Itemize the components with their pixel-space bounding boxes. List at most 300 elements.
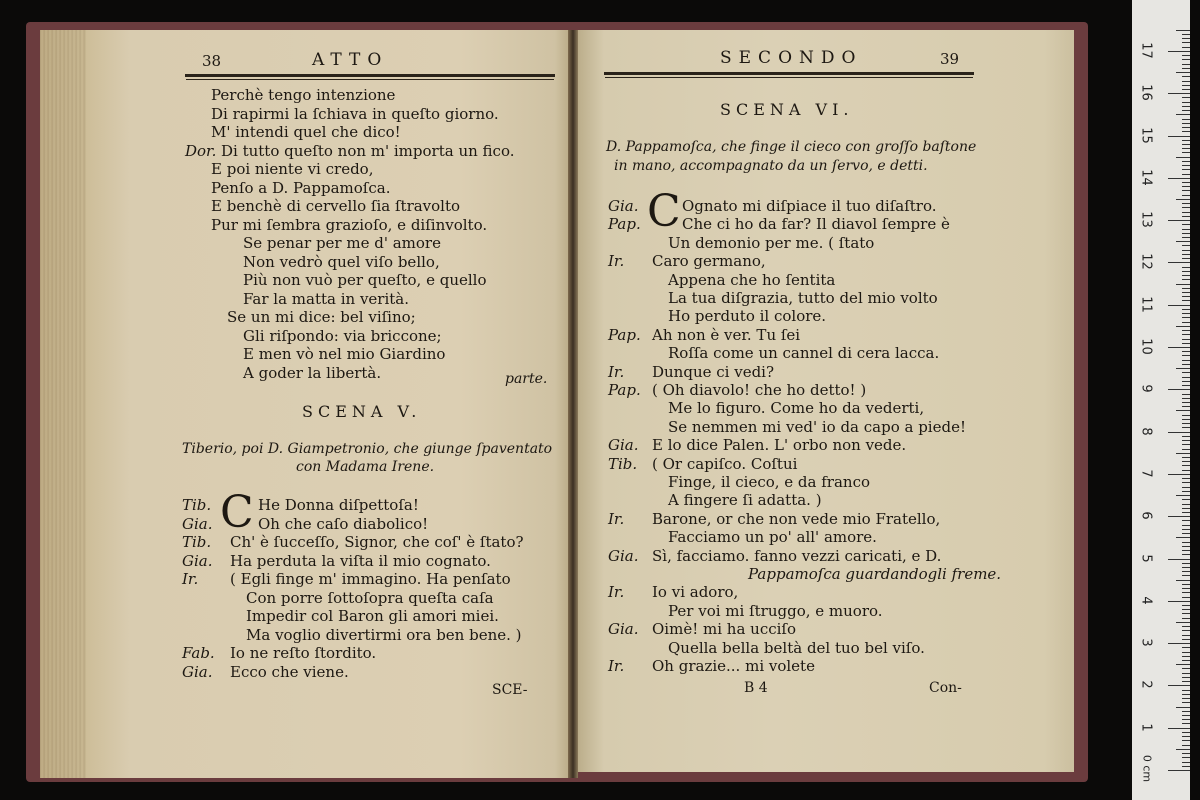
ruler-tick: [1182, 169, 1190, 170]
ruler-tick: [1182, 508, 1190, 509]
ruler-tick: [1182, 271, 1190, 272]
verse-text: Roſſa come un cannel di cera lacca.: [668, 344, 940, 363]
text-line: [182, 533, 524, 551]
ruler-tick: [1182, 647, 1190, 648]
ruler-label: 11: [1138, 295, 1154, 313]
ruler-tick: [1182, 279, 1190, 280]
ruler-tick: [1182, 423, 1190, 424]
ruler-tick: [1182, 668, 1190, 669]
text-line: [608, 381, 866, 399]
verse-text: Perchè tengo intenzione: [211, 86, 396, 104]
ruler-label: 6: [1138, 511, 1154, 520]
ruler-tick: [1176, 368, 1190, 369]
ruler-tick: [1182, 296, 1190, 297]
ruler-tick: [1182, 719, 1190, 720]
ruler-tick: [1182, 313, 1190, 314]
text-line: [608, 583, 738, 601]
ruler-tick: [1176, 30, 1190, 31]
text-line: [608, 399, 924, 417]
verse-text: Un demonio per me. ( ſtato: [668, 233, 875, 252]
ruler-tick: [1176, 199, 1190, 200]
ruler-tick: [1182, 34, 1190, 35]
ruler-label: 12: [1138, 253, 1154, 271]
ruler-tick: [1182, 449, 1190, 450]
ruler-tick: [1182, 288, 1190, 289]
ruler-tick: [1168, 262, 1190, 263]
header-rule: [604, 72, 974, 75]
speaker-label: Ir.: [608, 583, 625, 602]
ruler-tick: [1182, 440, 1190, 441]
ruler-tick: [1182, 300, 1190, 301]
ruler-tick: [1182, 571, 1190, 572]
ruler-tick: [1182, 753, 1190, 754]
ruler-tick: [1176, 495, 1190, 496]
ruler-tick: [1176, 707, 1190, 708]
ruler-tick: [1182, 224, 1190, 225]
ruler-tick: [1182, 584, 1190, 585]
speaker-label: Gia.: [182, 662, 213, 681]
ruler-tick: [1182, 618, 1190, 619]
text-line: [608, 418, 966, 436]
ruler-tick: [1182, 161, 1190, 162]
ruler-label: 10: [1138, 338, 1154, 355]
ruler-tick: [1182, 245, 1190, 246]
ruler-tick: [1176, 72, 1190, 73]
catchword: Con-: [929, 680, 962, 696]
ruler-tick: [1182, 59, 1190, 60]
text-line: [608, 565, 1001, 583]
text-line: [608, 197, 937, 215]
verse-text: E lo dice Palen. L' orbo non vede.: [652, 436, 907, 455]
ruler-tick: [1182, 525, 1190, 526]
ruler-tick: [1182, 330, 1190, 331]
ruler-tick: [1182, 343, 1190, 344]
verse-text: Caro germano,: [652, 252, 766, 271]
text-line: [608, 326, 800, 344]
verse-text: Ch' è ſucceſſo, Signor, che coſ' è ſtato?: [230, 533, 524, 551]
ruler-tick: [1182, 267, 1190, 268]
ruler-tick: [1182, 757, 1190, 758]
ruler-tick: [1182, 216, 1190, 217]
speaker-label: Gia.: [182, 514, 213, 533]
ruler-tick: [1182, 334, 1190, 335]
verse-text: Quella bella beltà del tuo bel viſo.: [668, 638, 925, 657]
ruler-tick: [1182, 119, 1190, 120]
ruler-tick: [1182, 64, 1190, 65]
verse-text: ( Or capiſco. Coſtui: [652, 454, 798, 473]
text-line: [185, 364, 381, 382]
ruler-tick: [1182, 723, 1190, 724]
ruler-tick: [1182, 233, 1190, 234]
speaker-label: Gia.: [608, 436, 639, 455]
ruler-label: 8: [1138, 426, 1154, 436]
scene-title: SCENA VI.: [720, 100, 854, 119]
verse-text: Impedir col Baron gli amori miei.: [246, 607, 499, 625]
ruler-tick: [1168, 474, 1190, 475]
ruler-tick: [1182, 355, 1190, 356]
verse-text: Ognato mi diſpiace il tuo diſaſtro.: [682, 197, 937, 215]
speaker-label: Ir.: [608, 362, 625, 381]
ruler-tick: [1182, 47, 1190, 48]
ruler-tick: [1182, 203, 1190, 204]
ruler-tick: [1182, 258, 1190, 259]
text-line: [608, 215, 950, 233]
ruler-tick: [1182, 372, 1190, 373]
verse-text: M' intendi quel che dico!: [211, 123, 401, 141]
ruler-tick: [1182, 144, 1190, 145]
ruler-tick: [1182, 237, 1190, 238]
verse-text: E poi niente vi credo,: [211, 160, 374, 178]
ruler-tick: [1182, 55, 1190, 56]
verse-text: Ha perduta la viſta il mio cognato.: [230, 551, 491, 570]
text-line: [182, 496, 419, 514]
ruler-tick: [1176, 326, 1190, 327]
ruler-tick: [1168, 305, 1190, 306]
ruler-tick: [1168, 559, 1190, 560]
verse-text: Più non vuò per queſto, e quello: [243, 271, 487, 289]
ruler-tick: [1182, 681, 1190, 682]
text-line: [185, 253, 440, 271]
text-line: [185, 308, 416, 326]
measuring-ruler: [1132, 0, 1190, 800]
text-line: [185, 105, 499, 123]
speaker-label: Gia.: [608, 546, 639, 565]
ruler-tick: [1168, 389, 1190, 390]
verse-text: Di rapirmi la ſchiava in queſto giorno.: [211, 104, 499, 123]
ruler-tick: [1182, 406, 1190, 407]
ruler-tick: [1182, 106, 1190, 107]
verse-text: ( Oh diavolo! che ho detto! ): [652, 381, 867, 399]
running-head: ATTO: [312, 50, 389, 70]
text-line: [182, 589, 494, 607]
ruler-tick: [1182, 702, 1190, 703]
ruler-tick: [1168, 770, 1190, 771]
verse-text: Ecco che viene.: [230, 662, 349, 681]
ruler-label: 1: [1138, 723, 1154, 732]
ruler-tick: [1182, 76, 1190, 77]
stage-direction: con Madama Irene.: [296, 459, 435, 475]
ruler-tick: [1182, 465, 1190, 466]
text-line: [608, 363, 774, 381]
ruler-tick: [1182, 457, 1190, 458]
text-line: [185, 290, 409, 308]
speaker-label: Dor.: [185, 141, 217, 160]
verse-text: Se un mi dice: bel viſino;: [227, 308, 416, 326]
ruler-tick: [1182, 597, 1190, 598]
ruler-tick: [1176, 241, 1190, 242]
ruler-tick: [1182, 89, 1190, 90]
text-line: [182, 570, 511, 588]
text-line: [185, 86, 395, 104]
stage-direction: in mano, accompagnato da un ſervo, e detti.: [614, 158, 928, 174]
ruler-tick: [1182, 694, 1190, 695]
ruler-tick: [1182, 419, 1190, 420]
ruler-tick: [1182, 630, 1190, 631]
ruler-tick: [1182, 42, 1190, 43]
speaker-label: Ir.: [182, 570, 199, 588]
text-line: [608, 436, 906, 454]
ruler-tick: [1182, 415, 1190, 416]
ruler-tick: [1182, 127, 1190, 128]
ruler-tick: [1182, 635, 1190, 636]
ruler-tick: [1182, 656, 1190, 657]
ruler-tick: [1182, 402, 1190, 403]
ruler-tick: [1182, 546, 1190, 547]
left-page: [40, 30, 572, 778]
ruler-tick: [1182, 360, 1190, 361]
text-line: [185, 327, 442, 345]
ruler-tick: [1182, 195, 1190, 196]
text-line: [608, 547, 941, 565]
ruler-tick: [1182, 102, 1190, 103]
ruler-label: 14: [1138, 169, 1154, 186]
ruler-tick: [1182, 123, 1190, 124]
ruler-tick: [1182, 38, 1190, 39]
speaker-label: Fab.: [182, 644, 215, 662]
text-line: [182, 515, 428, 533]
ruler-tick: [1182, 186, 1190, 187]
text-line: [608, 510, 940, 528]
verse-text: Pur mi ſembra grazioſo, e diſinvolto.: [211, 215, 488, 234]
ruler-tick: [1168, 220, 1190, 221]
ruler-tick: [1182, 745, 1190, 746]
ruler-tick: [1182, 152, 1190, 153]
ruler-tick: [1168, 685, 1190, 686]
verse-text: La tua diſgrazia, tutto del mio volto: [668, 289, 938, 307]
ruler-tick: [1176, 284, 1190, 285]
ruler-tick: [1182, 588, 1190, 589]
text-line: [608, 344, 939, 362]
verse-text: ( Egli finge m' immagino. Ha penſato: [230, 570, 511, 588]
ruler-tick: [1176, 157, 1190, 158]
ruler-tick: [1182, 660, 1190, 661]
verse-text: Far la matta in verità.: [243, 289, 409, 308]
ruler-tick: [1182, 165, 1190, 166]
right-page: [574, 30, 1074, 772]
speaker-label: Pap.: [608, 381, 641, 399]
ruler-label: 9: [1138, 384, 1154, 393]
ruler-tick: [1182, 190, 1190, 191]
speaker-label: Ir.: [608, 657, 625, 675]
ruler-tick: [1182, 394, 1190, 395]
text-line: [608, 602, 883, 620]
ruler-tick: [1182, 207, 1190, 208]
verse-text: Finge, il cieco, e da franco: [668, 473, 871, 491]
verse-text: He Donna diſpettoſa!: [258, 496, 419, 514]
ruler-tick: [1182, 766, 1190, 767]
ruler-tick: [1182, 81, 1190, 82]
ruler-tick: [1182, 652, 1190, 653]
ruler-tick: [1168, 51, 1190, 52]
ruler-tick: [1182, 605, 1190, 606]
verse-text: Io ne reſto ſtordito.: [230, 644, 377, 662]
verse-text: A goder la libertà.: [243, 363, 382, 382]
page-edges: [40, 30, 86, 778]
text-line: [185, 160, 373, 178]
verse-text: Io vi adoro,: [652, 583, 739, 602]
stage-direction: Tiberio, poi D. Giampetronio, che giunge ſpaventato: [182, 441, 553, 457]
ruler-tick: [1182, 427, 1190, 428]
text-line: [185, 179, 390, 197]
scene-title: SCENA V.: [302, 402, 422, 421]
verse-text: Facciamo un po' all' amore.: [668, 528, 877, 547]
verse-text: Ho perduto il colore.: [668, 307, 827, 326]
catchword: SCE-: [492, 682, 528, 698]
ruler-tick: [1182, 499, 1190, 500]
ruler-tick: [1182, 740, 1190, 741]
verse-text: Se penar per me d' amore: [243, 234, 441, 252]
speaker-label: Tib.: [608, 454, 638, 473]
text-line: [608, 657, 815, 675]
verse-text: Sì, facciamo. fanno vezzi caricati, e D.: [652, 546, 942, 565]
verse-text: Con porre ſottoſopra queſta caſa: [246, 588, 494, 607]
ruler-tick: [1182, 309, 1190, 310]
text-line: [185, 271, 487, 289]
text-line: [608, 491, 822, 509]
ruler-tick: [1182, 482, 1190, 483]
ruler-tick: [1182, 563, 1190, 564]
verse-text: Me lo figuro. Come ho da vederti,: [668, 399, 925, 418]
ruler-tick: [1182, 512, 1190, 513]
ruler-tick: [1182, 639, 1190, 640]
header-rule: [185, 74, 555, 77]
ruler-tick: [1182, 322, 1190, 323]
ruler-tick: [1182, 550, 1190, 551]
ruler-tick: [1182, 478, 1190, 479]
running-head: SECONDO: [720, 48, 863, 68]
ruler-tick: [1182, 351, 1190, 352]
verse-text: E benchè di cervello ſia ſtravolto: [211, 197, 461, 215]
text-line: [608, 620, 796, 638]
verse-text: Che ci ho da far? Il diavol ſempre è: [682, 215, 950, 234]
ruler-tick: [1182, 377, 1190, 378]
speaker-label: Gia.: [608, 197, 639, 215]
ruler-tick: [1182, 444, 1190, 445]
text-line: [185, 123, 401, 141]
text-line: [185, 234, 441, 252]
ruler-tick: [1182, 131, 1190, 132]
verse-text: Dunque ci vedi?: [652, 362, 775, 381]
ruler-tick: [1182, 567, 1190, 568]
ruler-tick: [1176, 580, 1190, 581]
ruler-tick: [1176, 622, 1190, 623]
drop-capital: C: [647, 186, 681, 237]
text-line: [608, 455, 797, 473]
verse-text: Gli riſpondo: via briccone;: [243, 326, 442, 345]
ruler-tick: [1182, 542, 1190, 543]
text-line: [185, 345, 445, 363]
ruler-tick: [1168, 347, 1190, 348]
text-line: [182, 663, 349, 681]
verse-text: Se nemmen mi ved' io da capo a piede!: [668, 417, 966, 436]
text-line: [608, 639, 925, 657]
ruler-tick: [1168, 93, 1190, 94]
ruler-tick: [1176, 749, 1190, 750]
verse-text: Per voi mi ſtruggo, e muoro.: [668, 601, 883, 620]
ruler-tick: [1168, 516, 1190, 517]
ruler-tick: [1182, 68, 1190, 69]
ruler-tick: [1182, 275, 1190, 276]
ruler-tick: [1182, 762, 1190, 763]
ruler-tick: [1182, 554, 1190, 555]
ruler-label: 3: [1138, 638, 1154, 647]
ruler-tick: [1168, 178, 1190, 179]
ruler-tick: [1182, 690, 1190, 691]
ruler-tick: [1182, 487, 1190, 488]
ruler-tick: [1182, 533, 1190, 534]
ruler-tick: [1168, 136, 1190, 137]
ruler-tick: [1182, 626, 1190, 627]
ruler-tick: [1182, 85, 1190, 86]
ruler-tick: [1182, 613, 1190, 614]
ruler-tick: [1182, 491, 1190, 492]
ruler-tick: [1182, 381, 1190, 382]
text-line: [185, 216, 487, 234]
stage-direction: D. Pappamoſca, che finge il cieco con groſſo baſtone: [606, 139, 977, 155]
verse-text: Oimè! mi ha ucciſo: [652, 620, 796, 639]
verse-text: E men vò nel mio Giardino: [243, 345, 446, 363]
verse-text: A fingere ſi adatta. ): [668, 491, 822, 510]
ruler-label: 2: [1138, 680, 1154, 690]
verse-text: Oh grazie... mi volete: [652, 657, 815, 675]
page-number: 39: [940, 50, 960, 68]
ruler-tick: [1182, 339, 1190, 340]
ruler-tick: [1182, 182, 1190, 183]
verse-text: Penſo a D. Pappamoſca.: [211, 178, 391, 197]
verse-text: Oh che caſo diabolico!: [258, 514, 429, 533]
text-line: [182, 607, 499, 625]
signature-mark: B 4: [744, 680, 768, 696]
speaker-label: Ir.: [608, 252, 625, 271]
ruler-tick: [1182, 673, 1190, 674]
ruler-tick: [1182, 677, 1190, 678]
ruler-tick: [1182, 97, 1190, 98]
text-line: [182, 626, 522, 644]
ruler-label: 7: [1138, 469, 1154, 478]
verse-text: Appena che ho ſentita: [668, 270, 836, 289]
exit-direction: parte.: [505, 371, 548, 387]
ruler-tick: [1182, 385, 1190, 386]
ruler-tick: [1182, 592, 1190, 593]
page-number: 38: [202, 52, 222, 70]
speaker-label: Gia.: [182, 551, 213, 570]
ruler-tick: [1182, 609, 1190, 610]
ruler-tick: [1182, 470, 1190, 471]
ruler-tick: [1176, 537, 1190, 538]
text-line: [182, 644, 376, 662]
ruler-tick: [1182, 398, 1190, 399]
ruler-tick: [1182, 212, 1190, 213]
drop-capital: C: [220, 487, 254, 538]
ruler-tick: [1182, 292, 1190, 293]
verse-text: Ma voglio divertirmi ora ben bene. ): [246, 625, 522, 644]
ruler-tick: [1182, 575, 1190, 576]
ruler-tick: [1182, 110, 1190, 111]
ruler-label: 0 cm: [1140, 754, 1154, 783]
ruler-tick: [1168, 601, 1190, 602]
ruler-tick: [1176, 410, 1190, 411]
ruler-tick: [1182, 732, 1190, 733]
ruler-label: 16: [1138, 84, 1154, 101]
ruler-label: 15: [1138, 126, 1154, 144]
text-line: [608, 473, 870, 491]
ruler-tick: [1182, 698, 1190, 699]
ruler-tick: [1182, 250, 1190, 251]
ruler-tick: [1182, 715, 1190, 716]
speaker-label: Tib.: [182, 533, 212, 551]
verse-text: Pappamoſca guardandogli freme.: [748, 565, 1002, 583]
ruler-tick: [1182, 317, 1190, 318]
